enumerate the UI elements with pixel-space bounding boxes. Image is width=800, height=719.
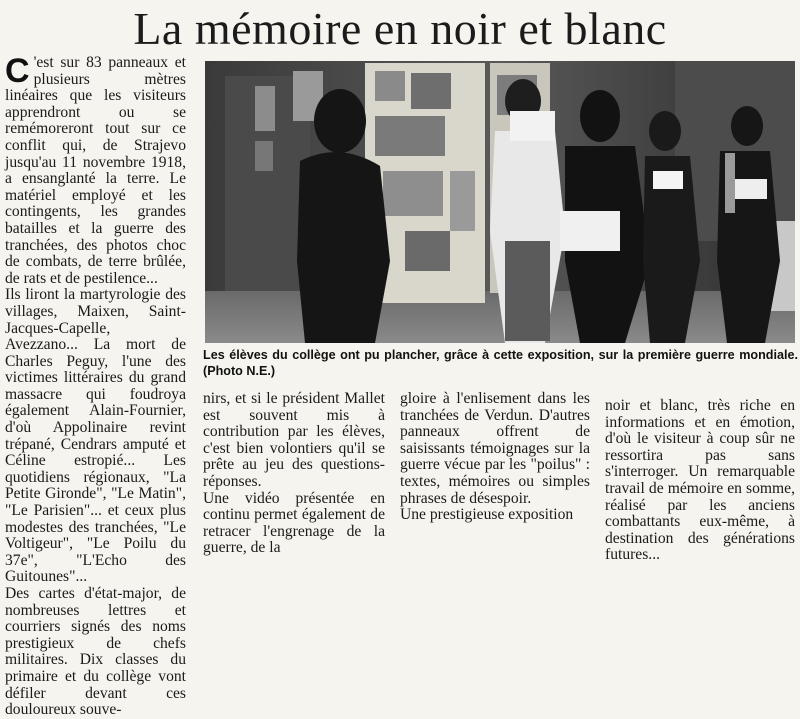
article-title: La mémoire en noir et blanc xyxy=(133,3,667,54)
photo-caption: Les élèves du collège ont pu plancher, grâce à cette exposition, sur la première guerre mondiale. (Photo N.E.) xyxy=(203,348,798,378)
photo-illustration xyxy=(205,61,795,343)
body-column-3 xyxy=(400,391,590,524)
body-column-1 xyxy=(5,52,186,719)
column-3-text: gloire à l'enlisement dans les tranchées de Verdun. D'autres panneaux offrent de saisissants témoignages sur la guerre vécue par les "poilus" : textes, mémoires ou simples phrases de désespoir. Une prestigieuse exposition xyxy=(400,390,590,524)
column-2-text: nirs, et si le président Mallet est souvent mis à contribution par les élèves, c'est bien volontiers qu'il se prête au jeu des questions-réponses. Une vidéo présentée en continu permet également de retracer l'engrenage de la guerre, de la xyxy=(203,390,385,557)
exhibition-photo xyxy=(205,61,795,343)
body-column-4 xyxy=(605,398,795,564)
column-1-text: 'est sur 83 panneaux et plusieurs mètres linéaires que les visiteurs apprendront ou se remémoreront tout sur ce conflit qui, de Strajevo jusqu'au 11 novembre 1918, a ensanglanté la terre. Le matériel employé et les contingents, les grandes batailles et la guerre des tranchées, des photos choc de combats, de terre brûlée, de rats et de pestilence... Ils liront la martyrologie des villages, Maixen, Saint-Jacques-Capelle, Avezzano... La mort de Charles Peguy, l'une des victimes littéraires du grand massacre qui foudroya également Alain-Fournier, d'où Appolinaire revint trépané, Cendrars amputé et Céline estropié... Les quotidiens régionaux, "La Petite Gironde", "Le Matin", "Le Parisien"... et ceux plus modestes des tranchées, "Le Voltigeur", "Le Poilu du 37e", "L'Echo des Guitounes"... Des cartes d'état-major, de nombreuses lettres et courriers signés des noms prestigieux de chefs militaires. Dix classes du primaire et du collège vont défiler devant ces douloureux souve- xyxy=(5,54,186,719)
body-column-2 xyxy=(203,391,385,557)
drop-cap: C xyxy=(5,52,30,90)
column-4-text: noir et blanc, très riche en informations et en émotion, d'où le visiteur à coup sûr ne ressortira pas sans s'interroger. Un remarquable travail de mémoire en somme, réalisé par les anciens combattants eux-même, à destination des générations futures... xyxy=(605,397,795,564)
